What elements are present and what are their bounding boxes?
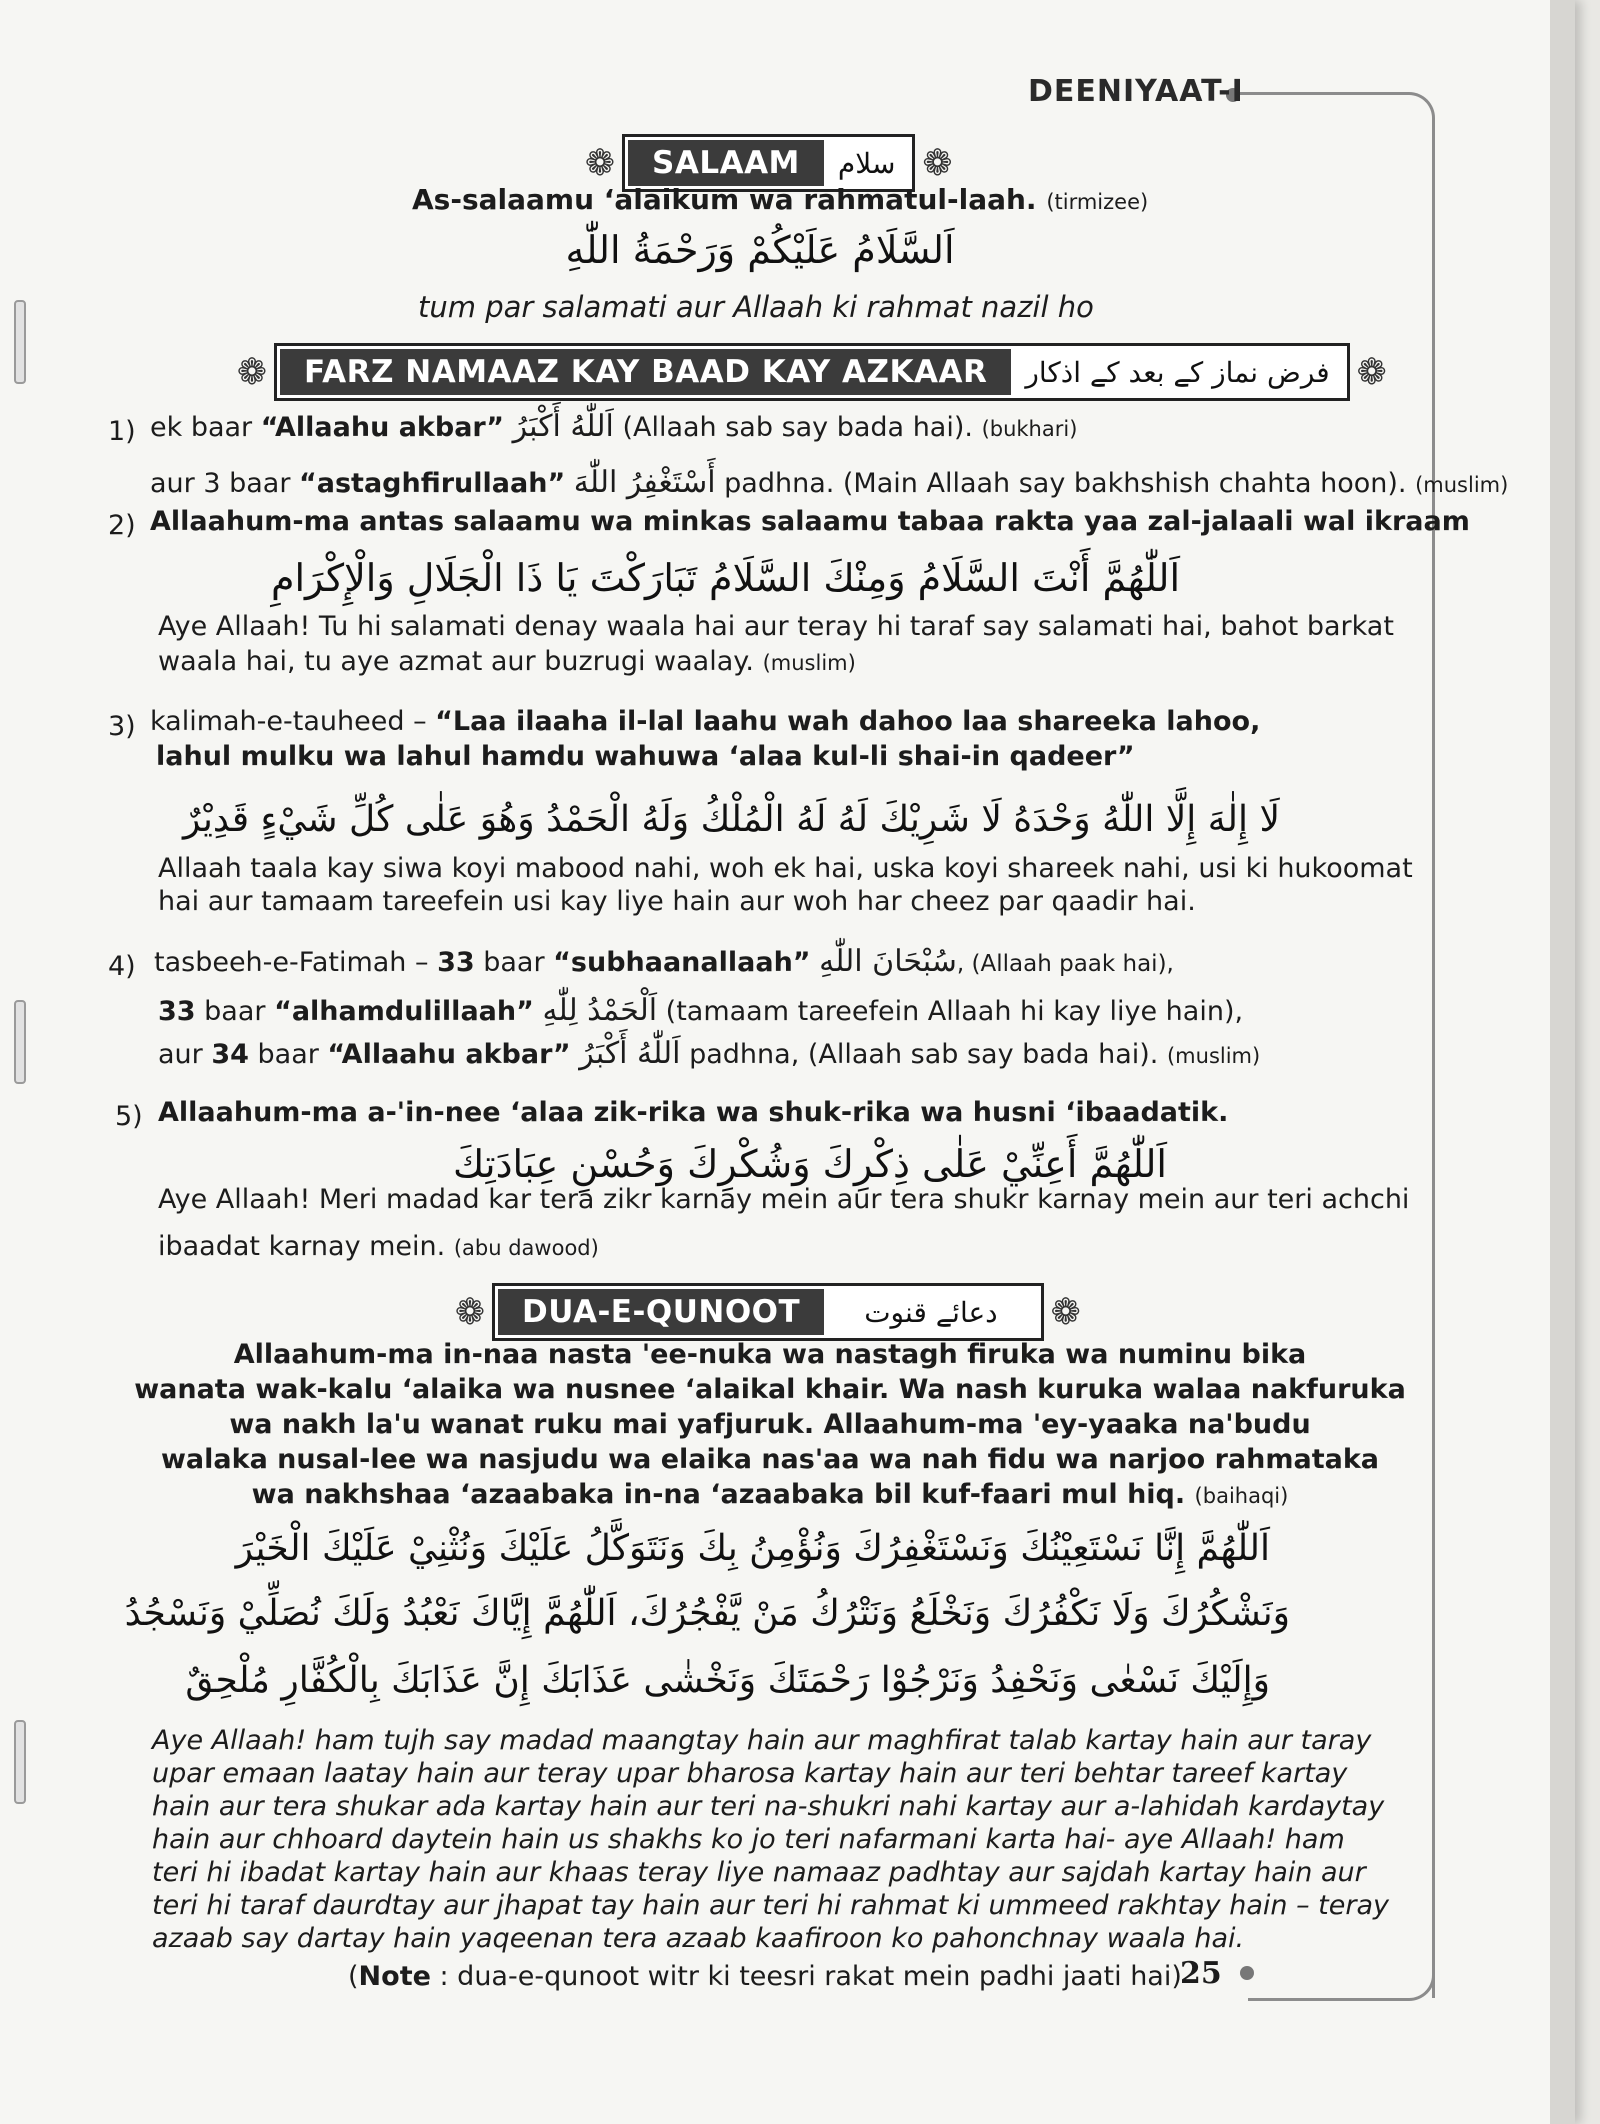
azkaar-item-5-arabic: اَللّٰهُمَّ أَعِنِّيْ عَلٰى ذِكْرِكَ وَشُكْرِكَ وَحُسْنِ عِبَادَتِكَ bbox=[453, 1142, 1167, 1186]
qunoot-translation-line: teri hi ibadat kartay hain aur khaas teray liye namaaz padhtay aur sajdah kartay hain aur bbox=[152, 1857, 1366, 1888]
qunoot-arabic-line: اَللّٰهُمَّ إِنَّا نَسْتَعِيْنُكَ وَنَسْتَغْفِرُكَ وَنُؤْمِنُ بِكَ وَنَتَوَكَّلُ عَلَيْكَ وَنُثْنِيْ عَلَيْكَ الْخَيْرَ bbox=[235, 1528, 1270, 1569]
series-title: DEENIYAAT-I bbox=[1028, 74, 1244, 109]
qunoot-translation-line: upar emaan laatay hain aur teray upar bharosa kartay hain aur teri behtar tareef kartay bbox=[152, 1758, 1348, 1789]
staple bbox=[14, 1720, 26, 1804]
banner-title-urdu: سلام bbox=[837, 146, 896, 180]
azkaar-item-3-latin: lahul mulku wa lahul hamdu wahuwa ‘alaa kul-li shai-in qadeer” bbox=[156, 741, 1135, 772]
ornament-icon: ❁ bbox=[922, 142, 953, 184]
qunoot-translation-line: azaab say dartay hain yaqeenan tera azaab kaafiroon ko pahonchnay waala hai. bbox=[152, 1923, 1245, 1954]
azkaar-item-5-translation: Aye Allaah! Meri madad kar tera zikr karnay mein aur tera shukr karnay mein aur teri achchi bbox=[158, 1184, 1410, 1215]
azkaar-item-4-line-1: tasbeeh-e-Fatimah – 33 baar “subhaanallaah” سُبْحَانَ اللّٰهِ, (Allaah paak hai), bbox=[154, 944, 1174, 979]
page-edge bbox=[1550, 0, 1575, 2124]
qunoot-banner bbox=[448, 1283, 1088, 1341]
azkaar-banner bbox=[230, 343, 1394, 401]
azkaar-item-2-translation: Aye Allaah! Tu hi salamati denay waala hai aur teray hi taraf say salamati hai, bahot barkat bbox=[158, 611, 1394, 642]
azkaar-item-1-line-2: aur 3 baar “astaghfirullaah” أَسْتَغْفِرُ اللّٰهَ padhna. (Main Allaah say bakhshish chahta hoon). (muslim) bbox=[150, 465, 1509, 500]
qunoot-note: (Note : dua-e-qunoot witr ki teesri rakat mein padhi jaati hai) bbox=[348, 1961, 1182, 1992]
qunoot-translation-line: hain aur tera shukar ada kartay hain aur teri na-shukri nahi kartay aur a-lahidah kardaytay bbox=[152, 1791, 1385, 1822]
qunoot-latin-line: wanata wak-kalu ‘alaika wa nusnee ‘alaikal khair. Wa nash kuruka walaa nakfuruka bbox=[134, 1374, 1406, 1405]
azkaar-item-5-translation: ibaadat karnay mein. (abu dawood) bbox=[158, 1231, 599, 1262]
qunoot-latin-line: wa nakh la'u wanat ruku mai yafjuruk. Allaahum-ma 'ey-yaaka na'budu bbox=[229, 1409, 1311, 1440]
qunoot-latin-line: Allaahum-ma in-naa nasta 'ee-nuka wa nastagh firuka wa numinu bika bbox=[233, 1339, 1307, 1370]
azkaar-item-3-latin: kalimah-e-tauheed – “Laa ilaaha il-lal laahu wah dahoo laa shareeka lahoo, bbox=[150, 706, 1261, 737]
page-frame bbox=[1248, 1972, 1435, 2001]
salaam-translation: tum par salamati aur Allaah ki rahmat nazil ho bbox=[418, 290, 1094, 324]
qunoot-latin-line: walaka nusal-lee wa nasjudu wa elaika nas'aa wa nah fidu wa narjoo rahmataka bbox=[160, 1444, 1380, 1475]
page-frame bbox=[1232, 92, 1435, 125]
qunoot-latin-line: wa nakhshaa ‘azaabaka in-na ‘azaabaka bil kuf-faari mul hiq. (baihaqi) bbox=[251, 1479, 1289, 1510]
ornament-icon: ❁ bbox=[1356, 351, 1387, 393]
azkaar-item-3-arabic: لَا إِلٰهَ إِلَّا اللّٰهُ وَحْدَهُ لَا شَرِيْكَ لَهُ لَهُ الْمُلْكُ وَلَهُ الْحَمْدُ وَهُوَ عَلٰى كُلِّ شَيْءٍ قَدِيْرٌ bbox=[183, 799, 1280, 840]
banner-title: DUA-E-QUNOOT bbox=[498, 1289, 824, 1335]
staple bbox=[14, 300, 26, 384]
ornament-icon: ❁ bbox=[584, 142, 616, 184]
azkaar-item-1-line-1: ek baar “Allaahu akbar” اَللّٰهُ أَكْبَرُ (Allaah sab say bada hai). (bukhari) bbox=[150, 409, 1078, 444]
ornament-icon: ❁ bbox=[454, 1291, 486, 1333]
banner-title-urdu: فرض نماز کے بعد کے اذکار bbox=[1025, 355, 1330, 389]
azkaar-item-2-translation: waala hai, tu aye azmat aur buzrugi waalay. (muslim) bbox=[158, 646, 856, 677]
ornament-icon: ❁ bbox=[1050, 1291, 1081, 1333]
qunoot-translation-line: teri hi taraf daurdtay aur jhapat tay hain aur teri hi rahmat ki ummeed rakhtay hain – teray bbox=[152, 1890, 1389, 1921]
qunoot-translation-line: hain aur chhoard daytein hain us shakhs ko jo teri nafarmani karta hai- aye Allaah! ham bbox=[152, 1824, 1345, 1855]
qunoot-arabic-line: وَنَشْكُرُكَ وَلَا نَكْفُرُكَ وَنَخْلَعُ وَنَتْرُكُ مَنْ يَّفْجُرُكَ، اَللّٰهُمَّ إِيَّاكَ نَعْبُدُ وَلَكَ نُصَلِّيْ وَنَسْجُدُ bbox=[124, 1593, 1290, 1634]
azkaar-item-4-line-3: aur 34 baar “Allaahu akbar” اَللّٰهُ أَكْبَرُ padhna, (Allaah sab say bada hai). (muslim) bbox=[158, 1036, 1261, 1071]
azkaar-item-3-translation: Allaah taala kay siwa koyi mabood nahi, woh ek hai, uska koyi shareek nahi, usi ki hukoomat bbox=[158, 853, 1413, 884]
qunoot-arabic-line: وَإِلَيْكَ نَسْعٰى وَنَحْفِدُ وَنَرْجُوْا رَحْمَتَكَ وَنَخْشٰى عَذَابَكَ إِنَّ عَذَابَكَ بِالْكُفَّارِ مُلْحِقٌ bbox=[185, 1660, 1270, 1701]
item-number: 1) bbox=[108, 416, 136, 447]
item-number: 3) bbox=[108, 711, 136, 742]
page-frame bbox=[1432, 118, 1435, 1998]
azkaar-item-3-translation: hai aur tamaam tareefein usi kay liye hain aur woh har cheez par qaadir hai. bbox=[158, 886, 1196, 917]
frame-dot bbox=[1240, 1966, 1254, 1980]
page-number: 25 bbox=[1180, 1956, 1222, 1991]
banner-title: SALAAM bbox=[628, 140, 824, 186]
banner-title: FARZ NAMAAZ KAY BAAD KAY AZKAAR bbox=[280, 349, 1011, 395]
banner-title-urdu: دعائے قنوت bbox=[864, 1295, 998, 1329]
staple bbox=[14, 1000, 26, 1084]
item-number: 2) bbox=[108, 510, 136, 541]
item-number: 4) bbox=[108, 951, 136, 982]
salaam-arabic: اَلسَّلَامُ عَلَيْكُمْ وَرَحْمَةُ اللّٰهِ bbox=[565, 228, 955, 272]
azkaar-item-5-latin: Allaahum-ma a-'in-nee ‘alaa zik-rika wa shuk-rika wa husni ‘ibaadatik. bbox=[158, 1097, 1229, 1128]
salaam-latin: As-salaamu ‘alaikum wa rahmatul-laah. (tirmizee) bbox=[412, 183, 1149, 216]
azkaar-item-4-line-2: 33 baar “alhamdulillaah” اَلْحَمْدُ لِلّٰهِ (tamaam tareefein Allaah hi kay liye hain), bbox=[158, 993, 1244, 1028]
ornament-icon: ❁ bbox=[236, 351, 268, 393]
azkaar-item-2-latin: Allaahum-ma antas salaamu wa minkas salaamu tabaa rakta yaa zal-jalaali wal ikraam bbox=[150, 506, 1470, 537]
azkaar-item-2-arabic: اَللّٰهُمَّ أَنْتَ السَّلَامُ وَمِنْكَ السَّلَامُ تَبَارَكْتَ يَا ذَا الْجَلَالِ وَالْإِكْرَامِ bbox=[270, 556, 1180, 600]
qunoot-translation-line: Aye Allaah! ham tujh say madad maangtay hain aur maghfirat talab kartay hain aur taray bbox=[152, 1725, 1372, 1756]
item-number: 5) bbox=[115, 1101, 143, 1132]
